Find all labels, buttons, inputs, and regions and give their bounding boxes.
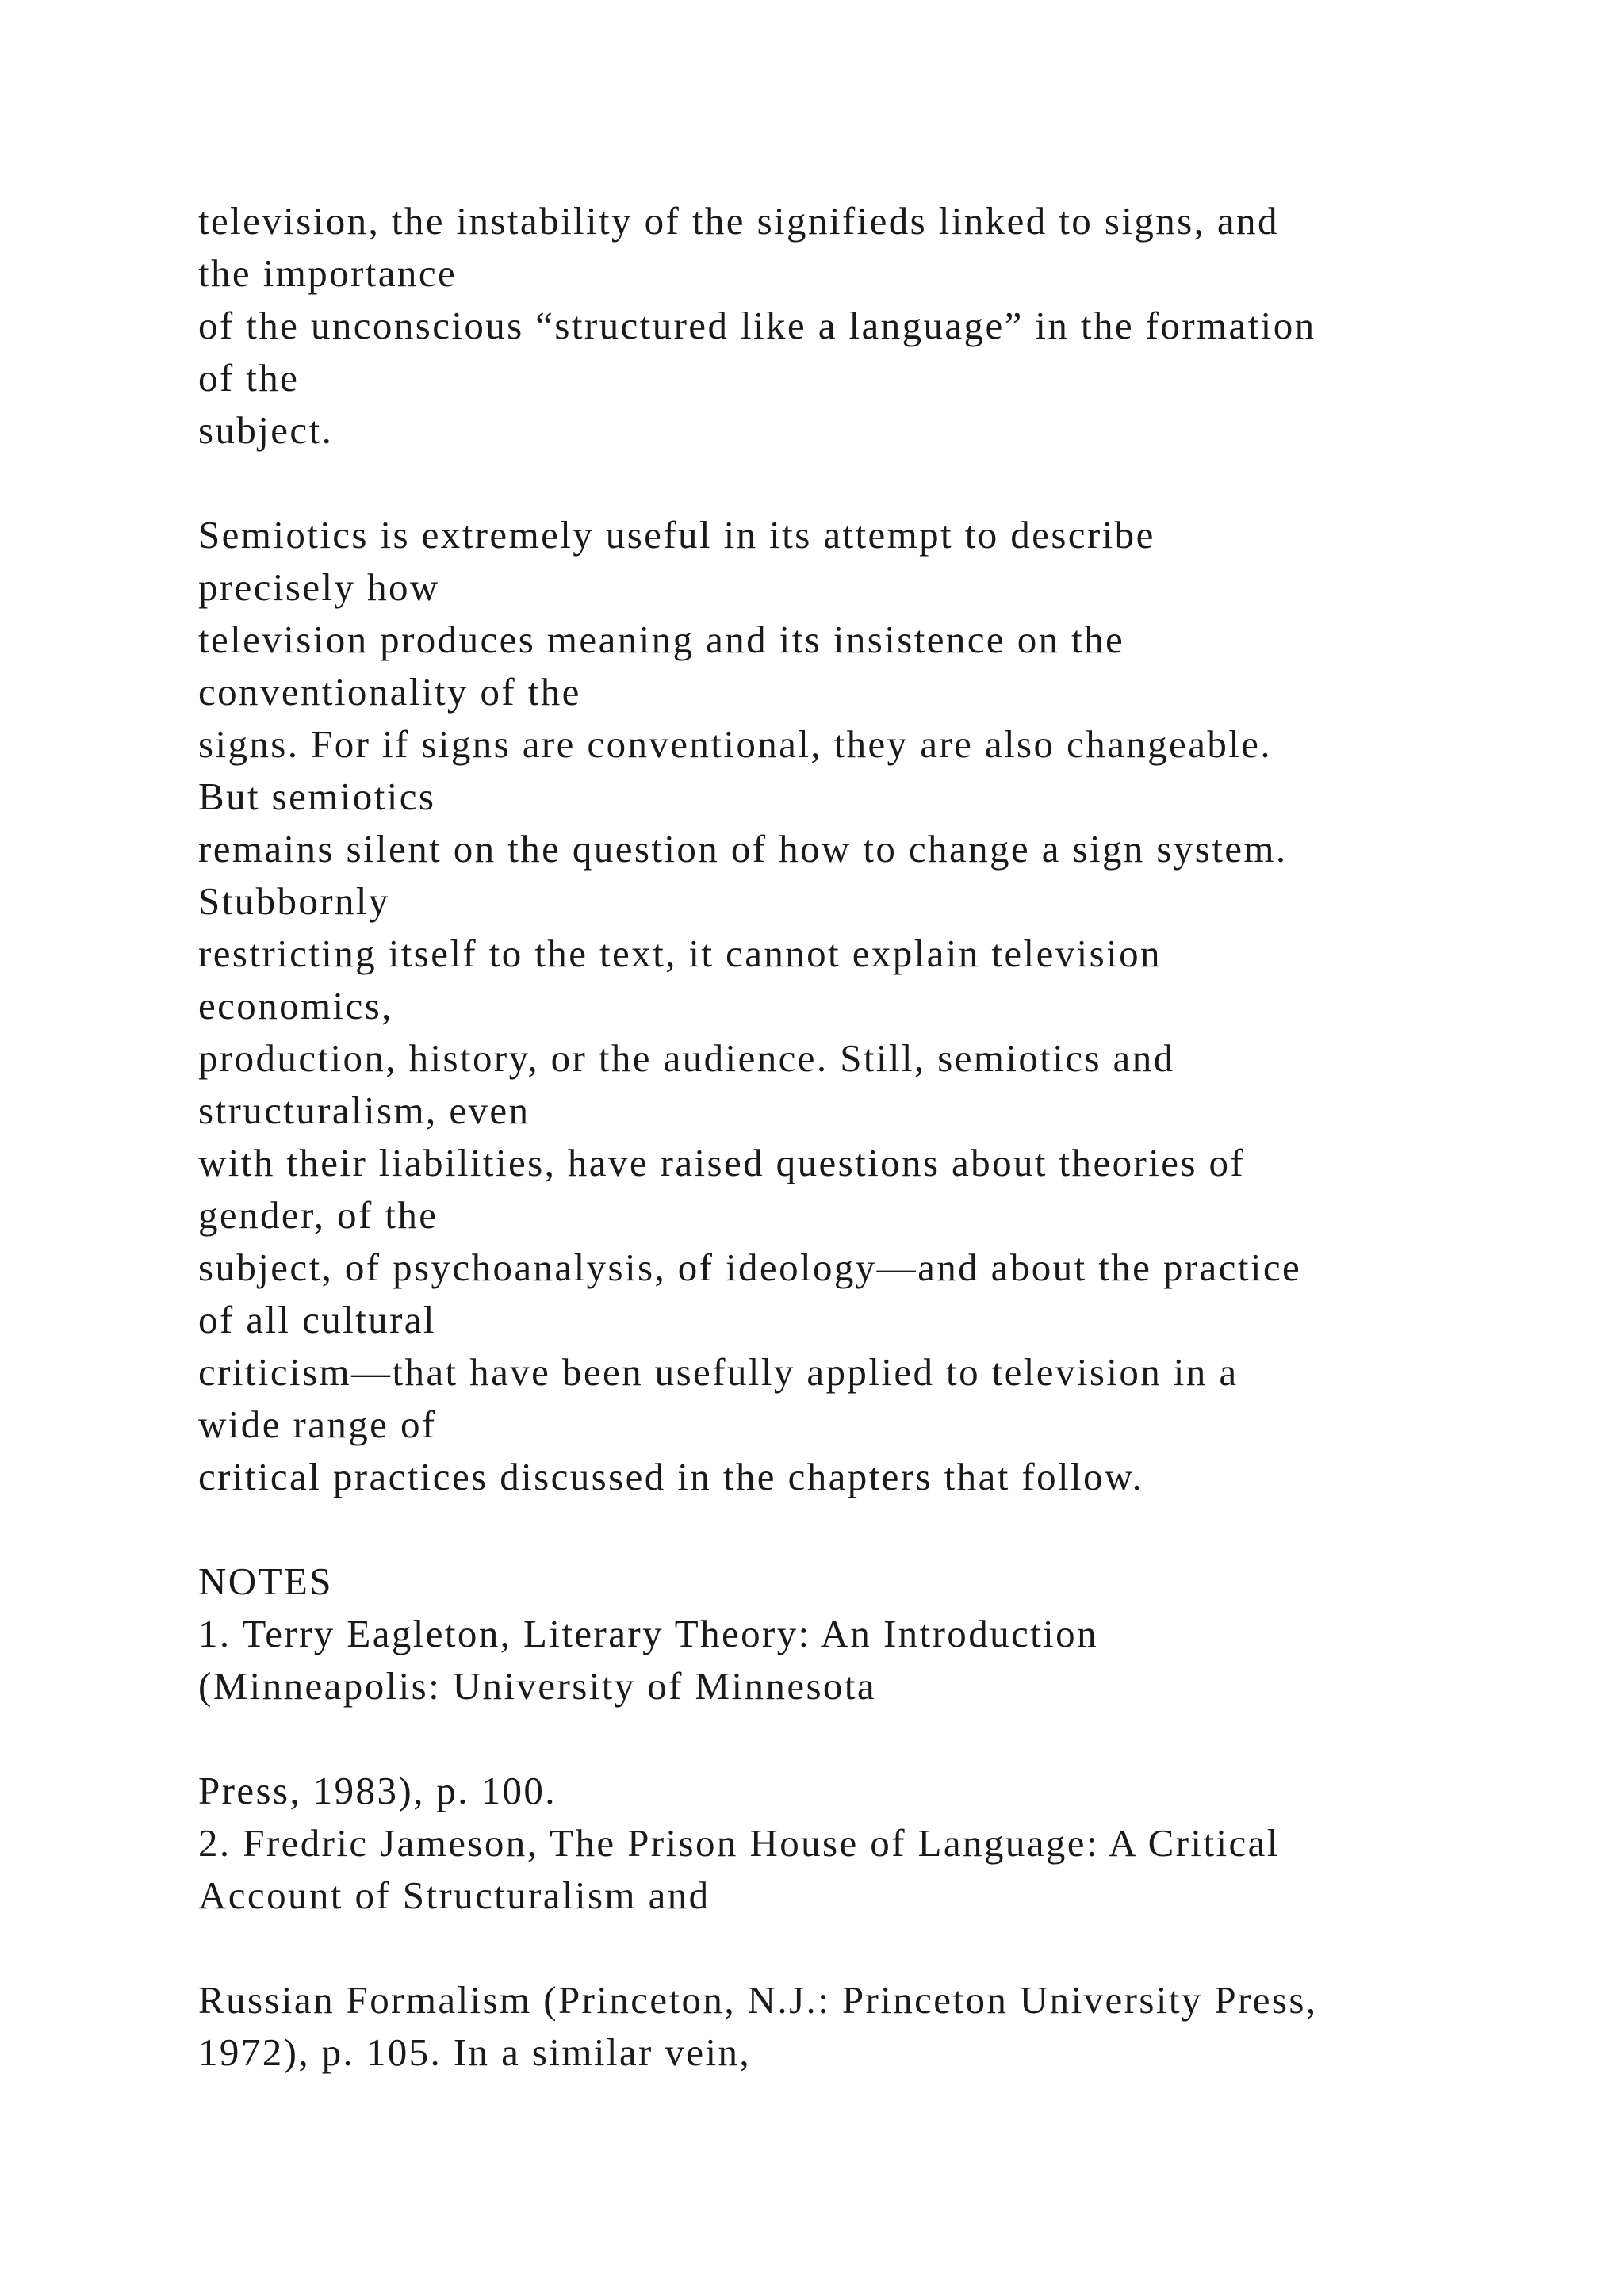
paragraph-spacer <box>198 1922 1546 1974</box>
text-line: of the unconscious “structured like a language” in the formation <box>198 304 1316 347</box>
text-line: structuralism, even <box>198 1089 530 1132</box>
text-line: signs. For if signs are conventional, they are also changeable. <box>198 722 1273 766</box>
text-line: 1. Terry Eagleton, Literary Theory: An Introduction <box>198 1612 1098 1655</box>
note-1 <box>198 1608 1546 1817</box>
text-line: (Minneapolis: University of Minnesota <box>198 1664 876 1708</box>
text-line: the importance <box>198 251 458 295</box>
paragraph-spacer <box>198 1712 1546 1765</box>
text-line: Russian Formalism (Princeton, N.J.: Princeton University Press, <box>198 1978 1318 2022</box>
text-line: Stubbornly <box>198 879 390 923</box>
text-line: 2. Fredric Jameson, The Prison House of Language: A Critical <box>198 1821 1280 1865</box>
text-line: conventionality of the <box>198 670 581 714</box>
text-line: Semiotics is extremely useful in its attempt to describe <box>198 513 1155 557</box>
text-line: remains silent on the question of how to change a sign system. <box>198 827 1288 871</box>
text-line: restricting itself to the text, it cannot explain television <box>198 932 1162 975</box>
text-line: with their liabilities, have raised questions about theories of <box>198 1141 1246 1184</box>
text-line: of all cultural <box>198 1298 436 1341</box>
text-line: television produces meaning and its insistence on the <box>198 618 1125 661</box>
text-line: criticism—that have been usefully applied to television in a <box>198 1350 1239 1394</box>
text-line: But semiotics <box>198 775 436 818</box>
text-line: 1972), p. 105. In a similar vein, <box>198 2030 752 2074</box>
text-line: wide range of <box>198 1402 437 1446</box>
text-line: subject. <box>198 408 334 452</box>
text-line: television, the instability of the signifieds linked to signs, and <box>198 199 1279 243</box>
paragraph-2 <box>198 509 1546 1503</box>
text-line: critical practices discussed in the chapters that follow. <box>198 1455 1144 1498</box>
paragraph-spacer <box>198 457 1546 509</box>
document-body <box>198 195 1546 2079</box>
paragraph-spacer <box>198 1503 1546 1556</box>
text-line: economics, <box>198 984 393 1027</box>
note-2 <box>198 1817 1546 2079</box>
notes-heading: NOTES <box>198 1559 333 1603</box>
text-line: gender, of the <box>198 1193 439 1237</box>
text-line: Account of Structuralism and <box>198 1873 710 1917</box>
text-line: production, history, or the audience. Still, semiotics and <box>198 1036 1175 1080</box>
text-line: of the <box>198 356 300 400</box>
text-line: Press, 1983), p. 100. <box>198 1769 557 1812</box>
text-line: subject, of psychoanalysis, of ideology—and about the practice <box>198 1246 1302 1289</box>
paragraph-1 <box>198 195 1546 457</box>
text-line: precisely how <box>198 565 440 609</box>
